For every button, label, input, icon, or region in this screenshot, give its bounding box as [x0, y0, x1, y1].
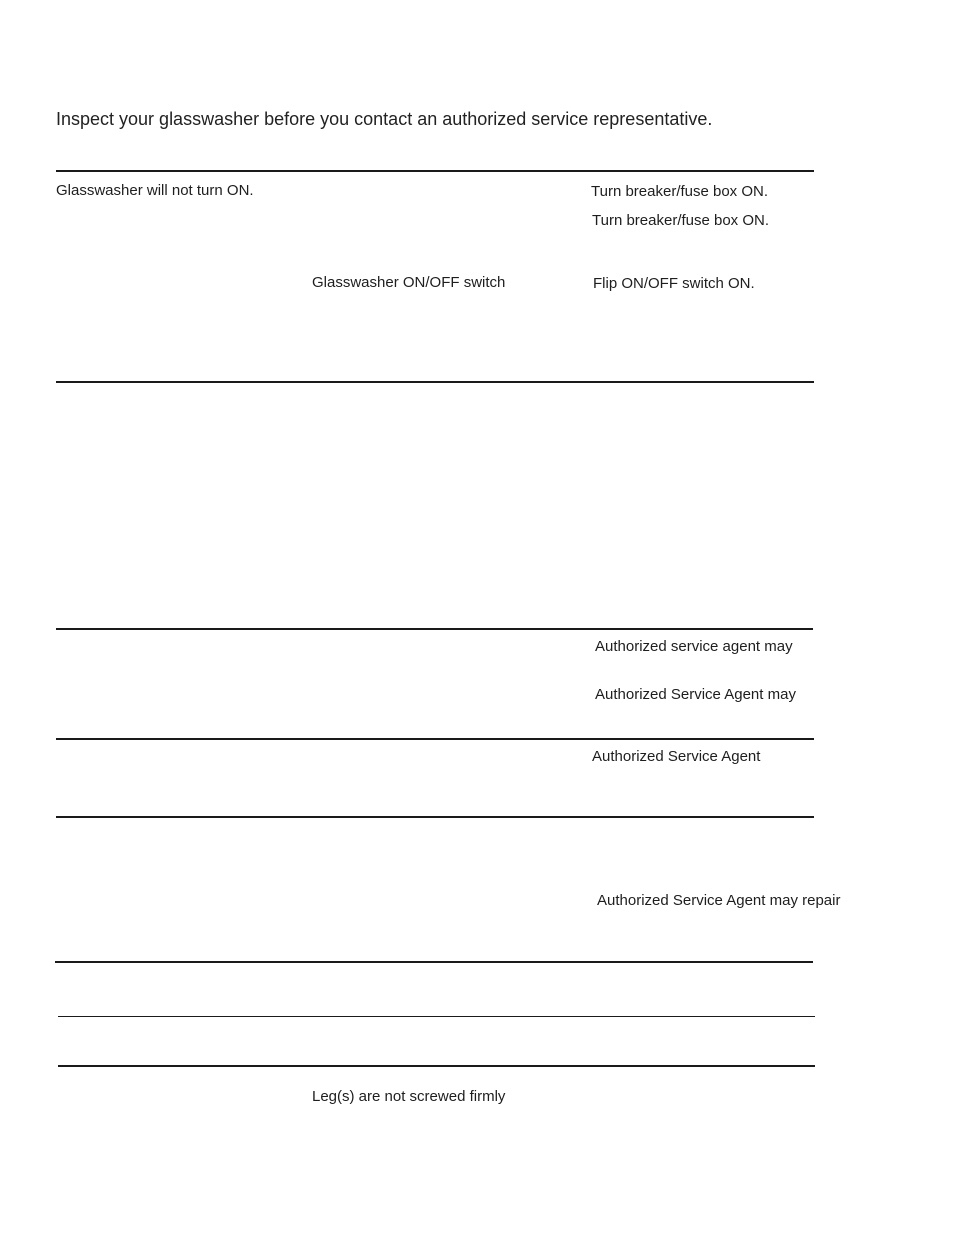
cause-text: Glasswasher ON/OFF switch — [312, 274, 506, 291]
solution-text: Turn breaker/fuse box ON. — [592, 212, 770, 229]
row-divider — [56, 381, 814, 383]
solution-text: Turn breaker/fuse box ON. — [591, 183, 769, 200]
cause-text: Leg(s) are not screwed firmly — [312, 1088, 506, 1105]
row-divider — [58, 1016, 815, 1017]
row-divider — [56, 628, 813, 630]
solution-text: Authorized service agent may — [595, 638, 793, 655]
row-divider — [56, 738, 814, 740]
problem-text: Glasswasher will not turn ON. — [56, 182, 254, 199]
row-divider — [55, 961, 813, 963]
intro-text: Inspect your glasswasher before you contact an authorized service representative. — [56, 109, 713, 129]
row-divider — [56, 816, 814, 818]
solution-text: Authorized Service Agent may repair — [597, 892, 841, 909]
solution-text: Authorized Service Agent — [592, 748, 761, 765]
table-top-rule — [56, 170, 814, 172]
solution-text: Authorized Service Agent may — [595, 686, 796, 703]
solution-text: Flip ON/OFF switch ON. — [593, 275, 755, 292]
row-divider — [58, 1065, 815, 1067]
